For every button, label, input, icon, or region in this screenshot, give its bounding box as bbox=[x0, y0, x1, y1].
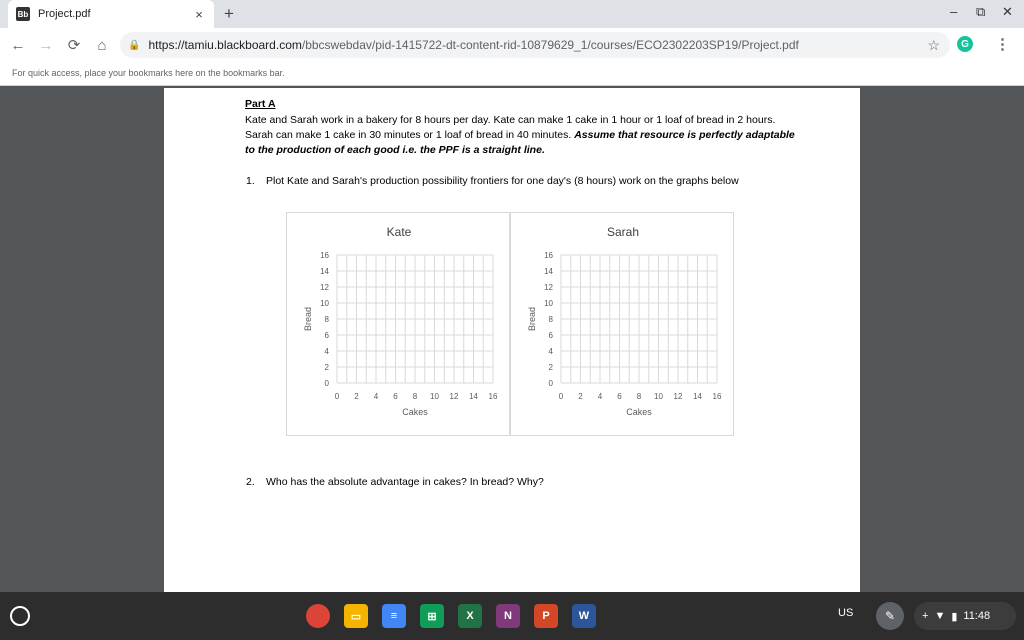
browser-menu-icon[interactable]: ⋮ bbox=[995, 36, 1010, 53]
x-tick-label: 16 bbox=[712, 392, 722, 401]
chart-title: Sarah bbox=[606, 225, 640, 239]
question-2-text: Who has the absolute advantage in cakes? In bread? Why? bbox=[266, 476, 544, 488]
y-tick-label: 6 bbox=[548, 331, 553, 340]
x-tick-label: 6 bbox=[617, 392, 622, 401]
url-host: https://tamiu.blackboard.com bbox=[148, 38, 302, 52]
x-tick-label: 10 bbox=[430, 392, 439, 401]
y-tick-label: 0 bbox=[324, 379, 329, 388]
tab-title: Project.pdf bbox=[38, 8, 91, 20]
close-window-button[interactable]: ✕ bbox=[1002, 4, 1013, 19]
y-tick-label: 10 bbox=[544, 299, 553, 308]
x-axis-label: Cakes bbox=[402, 407, 428, 417]
tab-close-icon[interactable]: × bbox=[195, 6, 203, 22]
question-2 bbox=[246, 475, 766, 489]
kate-chart-svg bbox=[287, 213, 511, 437]
home-button[interactable]: ⌂ bbox=[97, 36, 107, 54]
back-button[interactable]: ← bbox=[10, 36, 26, 54]
bookmark-star-icon[interactable]: ☆ bbox=[927, 36, 940, 53]
os-shelf bbox=[0, 592, 1024, 640]
address-bar[interactable] bbox=[120, 32, 950, 58]
x-tick-label: 10 bbox=[654, 392, 663, 401]
restore-button[interactable]: ⧉ bbox=[976, 4, 986, 19]
y-tick-label: 2 bbox=[324, 363, 329, 372]
x-tick-label: 4 bbox=[597, 392, 603, 401]
clock: 11:48 bbox=[963, 610, 991, 622]
slides-app-icon[interactable]: ▭ bbox=[344, 604, 368, 628]
sheets-app-icon[interactable]: ⊞ bbox=[420, 604, 444, 628]
y-tick-label: 0 bbox=[548, 379, 553, 388]
x-tick-label: 6 bbox=[393, 392, 398, 401]
x-axis-label: Cakes bbox=[626, 407, 652, 417]
y-tick-label: 2 bbox=[548, 363, 553, 372]
chart-title: Kate bbox=[386, 225, 412, 239]
docs-app-icon[interactable]: ≡ bbox=[382, 604, 406, 628]
input-method[interactable]: US bbox=[838, 607, 854, 619]
grid bbox=[561, 255, 717, 383]
x-tick-label: 14 bbox=[469, 392, 478, 401]
y-tick-label: 4 bbox=[548, 347, 553, 356]
x-tick-label: 12 bbox=[673, 392, 683, 401]
bookmarks-bar: For quick access, place your bookmarks here on the bookmarks bar. bbox=[0, 62, 1024, 86]
question-1 bbox=[246, 174, 766, 188]
y-tick-label: 6 bbox=[324, 331, 329, 340]
paragraph-text: Kate and Sarah work in a bakery for 8 hours per day. Kate can make 1 cake in 1 hour or 1 loaf of bread in 2 hours. Sarah can make 1 cake in 30 minutes or 1 loaf of bread in 40 minutes. bbox=[245, 114, 776, 141]
lock-icon: 🔒 bbox=[128, 39, 141, 51]
y-tick-label: 12 bbox=[544, 283, 553, 292]
powerpoint-app-icon[interactable]: P bbox=[534, 604, 558, 628]
y-tick-label: 16 bbox=[544, 251, 553, 260]
chrome-app-icon[interactable] bbox=[306, 604, 330, 628]
minimize-button[interactable]: – bbox=[950, 4, 958, 19]
x-tick-label: 8 bbox=[636, 392, 642, 401]
x-tick-label: 4 bbox=[373, 392, 379, 401]
x-tick-label: 2 bbox=[354, 392, 359, 401]
sarah-chart bbox=[510, 212, 734, 436]
question-1-number: 1. bbox=[246, 175, 255, 187]
part-heading: Part A bbox=[245, 98, 276, 110]
y-tick-label: 4 bbox=[324, 347, 329, 356]
reload-button[interactable]: ⟳ bbox=[67, 37, 81, 54]
x-tick-label: 8 bbox=[412, 392, 418, 401]
excel-app-icon[interactable]: X bbox=[458, 604, 482, 628]
new-tab-button[interactable]: + bbox=[224, 4, 234, 23]
x-tick-label: 0 bbox=[558, 392, 564, 401]
sarah-chart-svg bbox=[511, 213, 735, 437]
forward-button[interactable]: → bbox=[38, 36, 54, 54]
battery-icon: ▮ bbox=[951, 610, 958, 623]
paragraph-emphasis: Assume that resource is perfectly adaptable to the production of each good i.e. the PPF is a straight line. bbox=[245, 129, 795, 156]
y-tick-label: 14 bbox=[544, 267, 553, 276]
y-tick-label: 12 bbox=[320, 283, 329, 292]
grammarly-extension-icon[interactable]: G bbox=[957, 36, 973, 52]
y-tick-label: 8 bbox=[324, 315, 329, 324]
y-axis-label: Bread bbox=[527, 306, 537, 332]
tab-project-pdf[interactable] bbox=[8, 0, 214, 28]
x-tick-label: 16 bbox=[488, 392, 498, 401]
grid bbox=[337, 255, 493, 383]
x-tick-label: 12 bbox=[449, 392, 459, 401]
add-icon: + bbox=[922, 610, 929, 622]
launcher-icon[interactable] bbox=[10, 606, 30, 626]
status-tray[interactable] bbox=[914, 602, 1016, 630]
word-app-icon[interactable]: W bbox=[572, 604, 596, 628]
y-tick-label: 14 bbox=[320, 267, 329, 276]
browser-toolbar bbox=[0, 28, 1024, 62]
y-tick-label: 8 bbox=[548, 315, 553, 324]
onenote-app-icon[interactable]: N bbox=[496, 604, 520, 628]
y-tick-label: 10 bbox=[320, 299, 329, 308]
kate-chart bbox=[286, 212, 510, 436]
stylus-icon[interactable]: ✎ bbox=[876, 602, 904, 630]
question-1-text: Plot Kate and Sarah's production possibility frontiers for one day's (8 hours) work on the graphs below bbox=[266, 175, 739, 187]
tab-strip bbox=[0, 0, 1024, 28]
blackboard-icon: Bb bbox=[16, 7, 30, 21]
pdf-page bbox=[164, 88, 860, 592]
wifi-icon: ▼ bbox=[934, 610, 946, 622]
x-tick-label: 2 bbox=[578, 392, 583, 401]
url-path: /bbcswebdav/pid-1415722-dt-content-rid-10879629_1/courses/ECO2302203SP19/Project.pdf bbox=[301, 38, 799, 52]
question-2-number: 2. bbox=[246, 476, 255, 488]
y-axis-label: Bread bbox=[303, 306, 313, 332]
y-tick-label: 16 bbox=[320, 251, 329, 260]
problem-paragraph bbox=[245, 113, 805, 158]
x-tick-label: 0 bbox=[334, 392, 340, 401]
x-tick-label: 14 bbox=[693, 392, 702, 401]
